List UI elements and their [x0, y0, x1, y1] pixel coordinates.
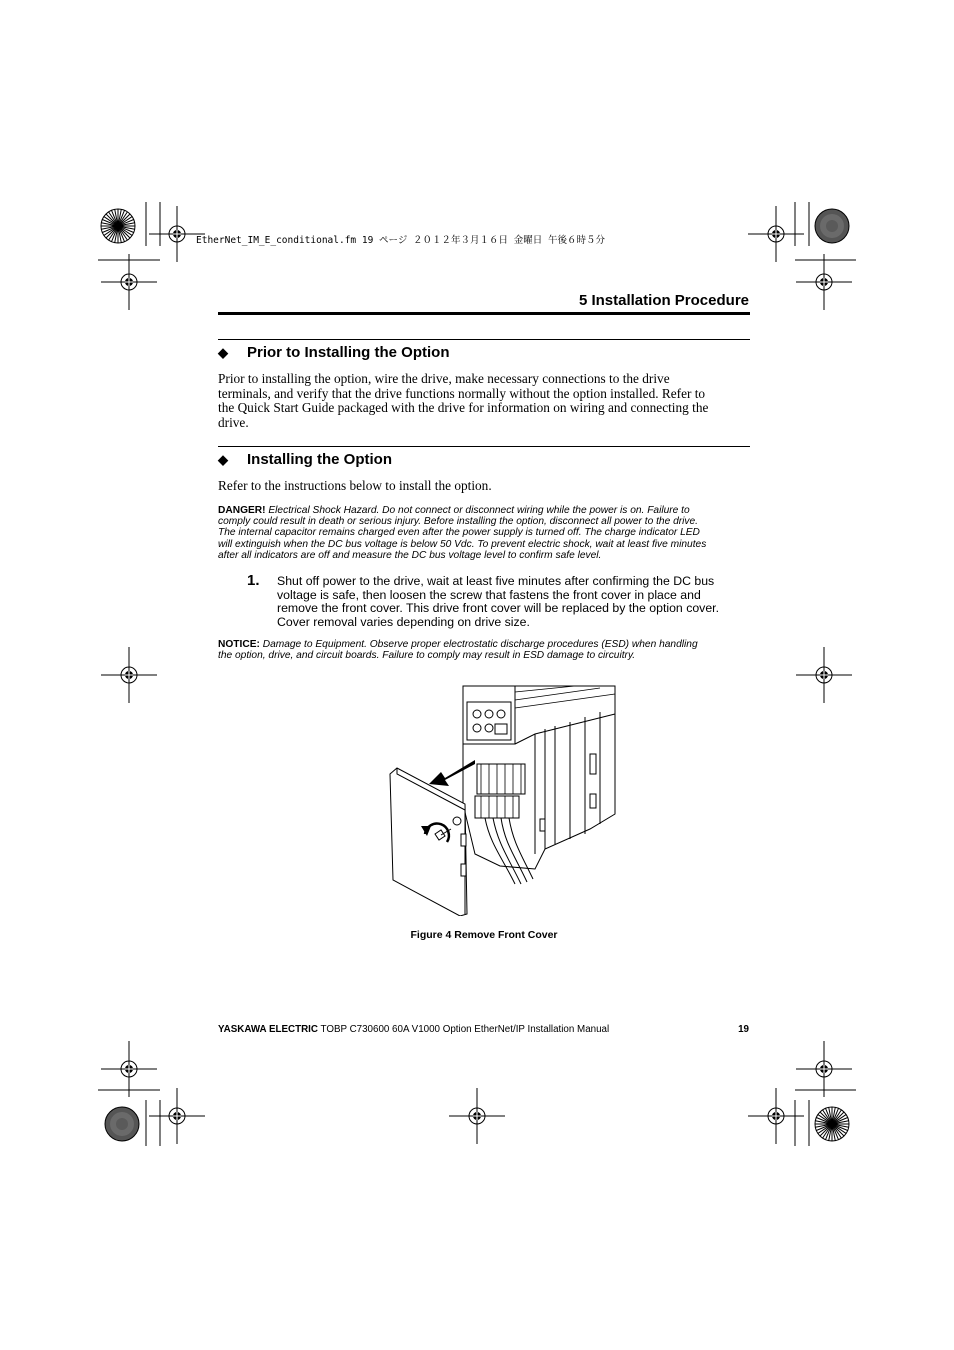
heading-rule [218, 446, 750, 447]
footer-title: TOBP C730600 60A V1000 Option EtherNet/IP Installation Manual [317, 1024, 610, 1035]
danger-notice [218, 505, 752, 561]
footer-brand: YASKAWA ELECTRIC [218, 1024, 318, 1035]
install-intro: Refer to the instructions below to install the option. [218, 478, 492, 493]
heading-prior-text: Prior to Installing the Option [247, 344, 450, 361]
danger-text: comply could result in death or serious injury. Before installing the option, disconnect all power to the drive. [218, 516, 699, 528]
heading-rule [218, 339, 750, 340]
step-text [277, 575, 747, 629]
diamond-icon: ◆ [218, 451, 228, 467]
esd-notice [218, 639, 752, 661]
step-line: Shut off power to the drive, wait at least five minutes after confirming the DC bus [277, 574, 715, 588]
notice-text: the option, drive, and circuit boards. Failure to comply may result in ESD damage to circuitry. [218, 650, 636, 662]
remove-front-cover-illustration [385, 684, 620, 916]
notice-label: NOTICE: [218, 639, 260, 650]
danger-text: The internal capacitor remains charged even after the power supply is turned off. The charge indicator LED [218, 527, 700, 539]
heading-installing-text: Installing the Option [247, 451, 392, 468]
paragraph-line: Prior to installing the option, wire the drive, make necessary connections to the drive [218, 371, 670, 386]
heading-prior [218, 344, 450, 361]
danger-label: DANGER! [218, 505, 266, 516]
step-line: Cover removal varies depending on drive size. [277, 614, 530, 629]
step-number: 1. [247, 572, 260, 589]
footer-doc [218, 1024, 609, 1035]
figure-caption: Figure 4 Remove Front Cover [410, 929, 558, 941]
notice-text: Damage to Equipment. Observe proper electrostatic discharge procedures (ESD) when handling [259, 639, 698, 650]
danger-text: will extinguish when the DC bus voltage is below 50 Vdc. To prevent electric shock, wait at least five minutes [218, 538, 707, 550]
page-number: 19 [738, 1024, 749, 1035]
step-line: remove the front cover. This drive front cover will be replaced by the option cover. [277, 601, 719, 615]
paragraph-line: drive. [218, 414, 249, 430]
diamond-icon: ◆ [218, 344, 228, 360]
section-title: 5 Installation Procedure [578, 292, 749, 309]
print-header: EtherNet_IM_E_conditional.fm 19 ページ ２０１２年３月１６日 金曜日 午後６時５分 [196, 235, 605, 246]
paragraph-line: terminals, and verify that the drive functions normally without the option installed. Refer to [218, 385, 706, 401]
paragraph-line: the Quick Start Guide packaged with the drive for information on wiring and connecting the [218, 400, 709, 416]
step-line: voltage is safe, then loosen the screw that fastens the front cover in place and [277, 587, 701, 602]
danger-text: after all indicators are off and measure the DC bus voltage level to confirm safe level. [218, 549, 602, 561]
heading-installing [218, 451, 392, 468]
prior-paragraph [218, 372, 750, 430]
danger-text: Electrical Shock Hazard. Do not connect or disconnect wiring while the power is on. Failure to [265, 505, 690, 516]
section-rule [218, 312, 750, 315]
